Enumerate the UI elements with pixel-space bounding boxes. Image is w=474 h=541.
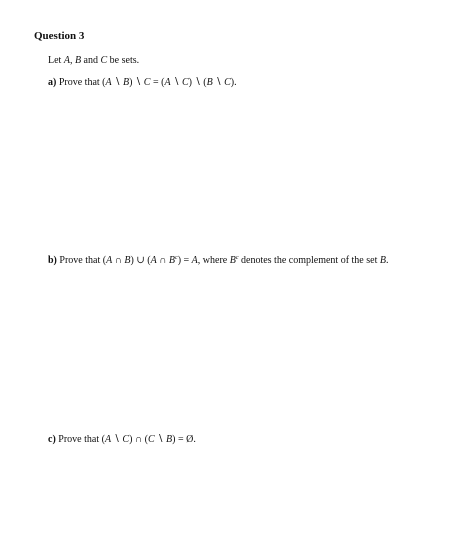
set-symbol: B (168, 255, 176, 266)
set-symbol: B (166, 434, 173, 445)
question-title: Question 3 (34, 30, 85, 42)
intro-sentence (48, 56, 139, 66)
set-c: C (100, 55, 108, 66)
operator: ) ∩ ( (129, 434, 148, 445)
part-b (48, 256, 388, 266)
part-c (48, 435, 196, 445)
set-symbol: B (122, 77, 130, 88)
operator: ) ∖ ( (188, 77, 207, 88)
operator: ∖ (111, 434, 123, 445)
set-symbol: C (147, 434, 155, 445)
operator: ) ∪ ( (130, 255, 151, 266)
set-symbol: B (379, 255, 386, 266)
part-c-label: c) (48, 434, 56, 445)
operator: ∖ (170, 77, 182, 88)
set-symbol: C (181, 77, 189, 88)
intro-text: and (81, 55, 101, 66)
set-symbol: A (150, 255, 157, 266)
operator: ) = (177, 255, 192, 266)
operator: ∖ (154, 434, 167, 445)
part-a (48, 78, 237, 88)
operator: ∩ (156, 255, 169, 266)
set-symbol: C (143, 77, 151, 88)
set-a: A (63, 55, 70, 66)
operator: . (385, 255, 389, 266)
set-symbol: A (164, 77, 171, 88)
intro-text: , (69, 55, 75, 66)
operator: ). (230, 77, 237, 88)
intro-text: be sets. (107, 55, 140, 66)
set-symbol: A (191, 255, 198, 266)
part-a-label: a) (48, 77, 57, 88)
part-c-text: Prove that ( (55, 434, 105, 445)
set-symbol: A (106, 255, 113, 266)
part-a-text: Prove that ( (56, 77, 106, 88)
set-symbol: C (224, 77, 231, 88)
set-symbol: B (229, 255, 236, 266)
operator: ) = Ø. (172, 434, 196, 445)
complement-superscript: c (235, 255, 239, 261)
part-b-label: b) (48, 255, 57, 266)
part-b-text: , where (197, 255, 230, 266)
set-symbol: B (206, 77, 213, 88)
set-b: B (74, 55, 82, 66)
complement-superscript: c (175, 255, 178, 261)
part-b-text: Prove that ( (56, 255, 107, 266)
operator: ) ∖ (129, 77, 144, 88)
operator: ∖ (212, 77, 225, 88)
operator: ∩ (112, 255, 125, 266)
operator: = ( (150, 77, 165, 88)
set-symbol: A (104, 434, 112, 445)
part-b-text: denotes the complement of the set (238, 255, 380, 266)
set-symbol: B (124, 255, 131, 266)
set-symbol: C (122, 434, 130, 445)
operator: ∖ (111, 77, 123, 88)
intro-text: Let (48, 55, 64, 66)
set-symbol: A (105, 77, 112, 88)
